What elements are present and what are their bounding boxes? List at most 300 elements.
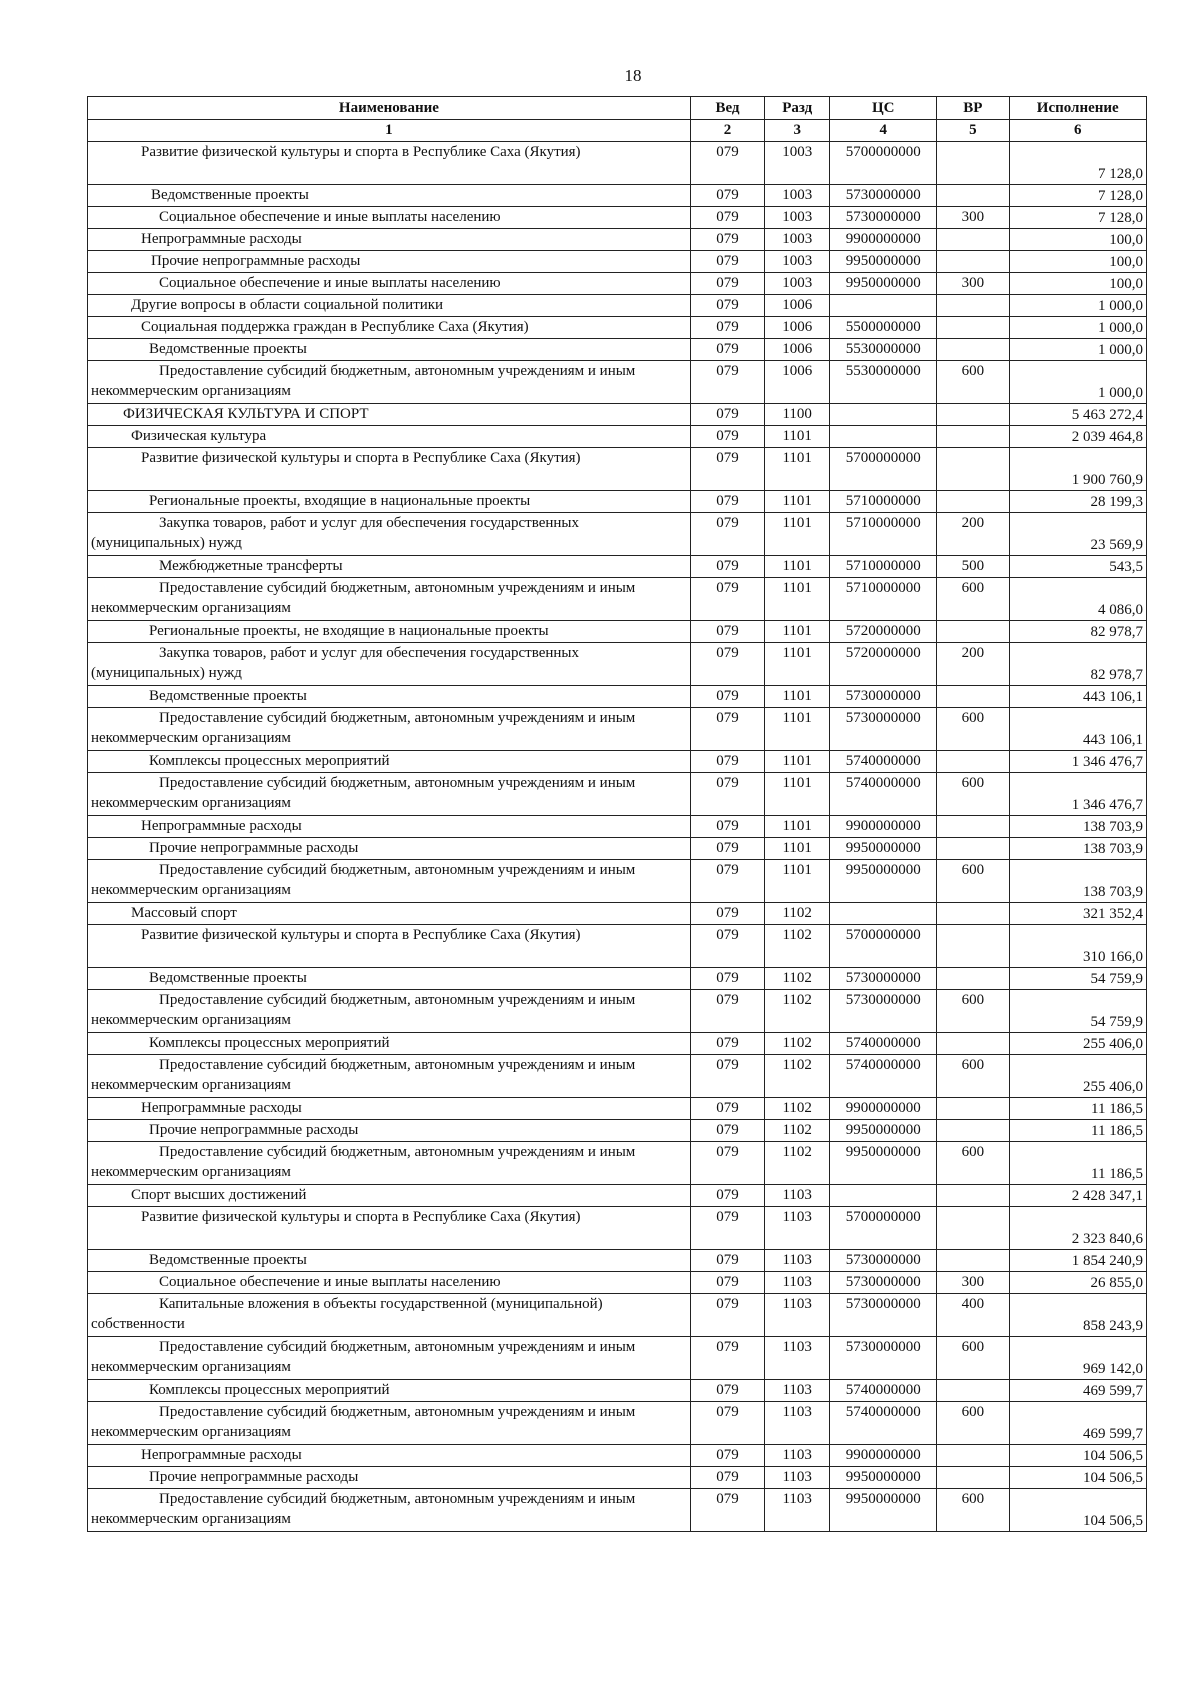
row-vr bbox=[937, 925, 1009, 968]
row-name-text: Социальная поддержка граждан в Республике Саха (Якутия) bbox=[141, 319, 529, 335]
column-number: 4 bbox=[830, 120, 937, 142]
row-cs: 5730000000 bbox=[830, 185, 937, 207]
table-row bbox=[88, 273, 1147, 295]
row-name-text: Предоставление субсидий бюджетным, автономным учреждениям и иным некоммерческим организациям bbox=[91, 710, 636, 746]
row-amount: 100,0 bbox=[1009, 273, 1147, 295]
row-razd: 1102 bbox=[765, 1033, 830, 1055]
row-vr bbox=[937, 903, 1009, 925]
header-razd: Разд bbox=[765, 97, 830, 120]
row-cs: 5730000000 bbox=[830, 968, 937, 990]
row-ved: 079 bbox=[690, 686, 764, 708]
row-ved: 079 bbox=[690, 513, 764, 556]
row-cs: 5720000000 bbox=[830, 621, 937, 643]
row-vr: 200 bbox=[937, 513, 1009, 556]
row-razd: 1101 bbox=[765, 816, 830, 838]
table-row bbox=[88, 404, 1147, 426]
row-cs: 5700000000 bbox=[830, 925, 937, 968]
row-amount: 82 978,7 bbox=[1009, 643, 1147, 686]
table-row bbox=[88, 1055, 1147, 1098]
row-name-text: Социальное обеспечение и иные выплаты населению bbox=[159, 1274, 501, 1290]
row-name-text: Закупка товаров, работ и услуг для обеспечения государственных (муниципальных) нужд bbox=[91, 645, 580, 681]
table-row bbox=[88, 578, 1147, 621]
table-row bbox=[88, 990, 1147, 1033]
row-razd: 1006 bbox=[765, 339, 830, 361]
row-cs: 9950000000 bbox=[830, 273, 937, 295]
row-name bbox=[88, 185, 691, 207]
row-ved: 079 bbox=[690, 339, 764, 361]
row-name-text: Прочие непрограммные расходы bbox=[149, 1469, 359, 1485]
row-name bbox=[88, 1098, 691, 1120]
row-name-text: Межбюджетные трансферты bbox=[159, 558, 343, 574]
row-name bbox=[88, 860, 691, 903]
row-cs: 5740000000 bbox=[830, 1402, 937, 1445]
row-cs: 5730000000 bbox=[830, 1250, 937, 1272]
row-name-text: Ведомственные проекты bbox=[149, 688, 307, 704]
row-name bbox=[88, 968, 691, 990]
row-ved: 079 bbox=[690, 448, 764, 491]
row-vr bbox=[937, 295, 1009, 317]
row-razd: 1101 bbox=[765, 513, 830, 556]
row-name-text: Предоставление субсидий бюджетным, автономным учреждениям и иным некоммерческим организациям bbox=[91, 1144, 636, 1180]
row-cs: 5530000000 bbox=[830, 339, 937, 361]
row-vr: 300 bbox=[937, 1272, 1009, 1294]
row-razd: 1103 bbox=[765, 1294, 830, 1337]
table-row bbox=[88, 708, 1147, 751]
row-amount: 1 000,0 bbox=[1009, 317, 1147, 339]
row-amount: 11 186,5 bbox=[1009, 1120, 1147, 1142]
row-vr bbox=[937, 1207, 1009, 1250]
row-ved: 079 bbox=[690, 621, 764, 643]
row-razd: 1103 bbox=[765, 1445, 830, 1467]
row-amount: 469 599,7 bbox=[1009, 1380, 1147, 1402]
table-row bbox=[88, 1142, 1147, 1185]
row-amount: 11 186,5 bbox=[1009, 1098, 1147, 1120]
row-amount: 54 759,9 bbox=[1009, 990, 1147, 1033]
row-ved: 079 bbox=[690, 1380, 764, 1402]
row-vr bbox=[937, 404, 1009, 426]
row-name bbox=[88, 1380, 691, 1402]
table-row bbox=[88, 1120, 1147, 1142]
table-row bbox=[88, 968, 1147, 990]
row-cs: 9900000000 bbox=[830, 229, 937, 251]
row-vr bbox=[937, 317, 1009, 339]
row-ved: 079 bbox=[690, 229, 764, 251]
row-cs: 5740000000 bbox=[830, 1033, 937, 1055]
row-amount: 28 199,3 bbox=[1009, 491, 1147, 513]
row-vr bbox=[937, 1467, 1009, 1489]
row-cs: 9950000000 bbox=[830, 838, 937, 860]
row-name-text: Предоставление субсидий бюджетным, автономным учреждениям и иным некоммерческим организациям bbox=[91, 363, 636, 399]
row-name-text: Комплексы процессных мероприятий bbox=[149, 1035, 390, 1051]
row-amount: 104 506,5 bbox=[1009, 1445, 1147, 1467]
row-name-text: Региональные проекты, входящие в национальные проекты bbox=[149, 493, 531, 509]
row-name bbox=[88, 513, 691, 556]
row-name bbox=[88, 1467, 691, 1489]
row-amount: 4 086,0 bbox=[1009, 578, 1147, 621]
row-name bbox=[88, 751, 691, 773]
row-name-text: Предоставление субсидий бюджетным, автономным учреждениям и иным некоммерческим организациям bbox=[91, 775, 636, 811]
row-razd: 1006 bbox=[765, 317, 830, 339]
table-row bbox=[88, 751, 1147, 773]
row-ved: 079 bbox=[690, 207, 764, 229]
row-razd: 1006 bbox=[765, 295, 830, 317]
row-vr: 300 bbox=[937, 273, 1009, 295]
row-vr: 600 bbox=[937, 773, 1009, 816]
row-vr bbox=[937, 838, 1009, 860]
row-vr bbox=[937, 1185, 1009, 1207]
row-ved: 079 bbox=[690, 1055, 764, 1098]
row-name-text: Прочие непрограммные расходы bbox=[149, 1122, 359, 1138]
row-razd: 1101 bbox=[765, 621, 830, 643]
row-razd: 1101 bbox=[765, 860, 830, 903]
row-name bbox=[88, 621, 691, 643]
row-ved: 079 bbox=[690, 578, 764, 621]
budget-table bbox=[87, 96, 1147, 1532]
table-row bbox=[88, 142, 1147, 185]
row-amount: 1 000,0 bbox=[1009, 295, 1147, 317]
row-name bbox=[88, 556, 691, 578]
row-name-text: Предоставление субсидий бюджетным, автономным учреждениям и иным некоммерческим организациям bbox=[91, 1339, 636, 1375]
row-vr: 600 bbox=[937, 1142, 1009, 1185]
row-ved: 079 bbox=[690, 1294, 764, 1337]
row-ved: 079 bbox=[690, 925, 764, 968]
row-name bbox=[88, 1120, 691, 1142]
row-razd: 1100 bbox=[765, 404, 830, 426]
row-name bbox=[88, 1033, 691, 1055]
table-row bbox=[88, 426, 1147, 448]
row-ved: 079 bbox=[690, 1098, 764, 1120]
row-name bbox=[88, 1272, 691, 1294]
row-cs bbox=[830, 903, 937, 925]
header-ved: Вед bbox=[690, 97, 764, 120]
row-razd: 1102 bbox=[765, 1055, 830, 1098]
table-row bbox=[88, 1250, 1147, 1272]
row-ved: 079 bbox=[690, 708, 764, 751]
row-amount: 310 166,0 bbox=[1009, 925, 1147, 968]
row-amount: 543,5 bbox=[1009, 556, 1147, 578]
row-name bbox=[88, 1337, 691, 1380]
row-razd: 1102 bbox=[765, 903, 830, 925]
row-name-text: Предоставление субсидий бюджетным, автономным учреждениям и иным некоммерческим организациям bbox=[91, 1057, 636, 1093]
row-ved: 079 bbox=[690, 860, 764, 903]
table-row bbox=[88, 1380, 1147, 1402]
table-row bbox=[88, 1185, 1147, 1207]
row-vr: 600 bbox=[937, 578, 1009, 621]
row-cs: 5700000000 bbox=[830, 1207, 937, 1250]
table-row bbox=[88, 207, 1147, 229]
header-cs: ЦС bbox=[830, 97, 937, 120]
row-name bbox=[88, 643, 691, 686]
row-razd: 1006 bbox=[765, 361, 830, 404]
row-vr: 600 bbox=[937, 708, 1009, 751]
row-razd: 1003 bbox=[765, 207, 830, 229]
row-amount: 1 346 476,7 bbox=[1009, 773, 1147, 816]
row-name-text: Прочие непрограммные расходы bbox=[151, 253, 361, 269]
row-name bbox=[88, 1250, 691, 1272]
row-razd: 1101 bbox=[765, 838, 830, 860]
row-name-text: Физическая культура bbox=[131, 428, 267, 444]
table-row bbox=[88, 903, 1147, 925]
row-razd: 1101 bbox=[765, 578, 830, 621]
table-row bbox=[88, 621, 1147, 643]
row-cs: 5720000000 bbox=[830, 643, 937, 686]
row-name-text: Ведомственные проекты bbox=[149, 970, 307, 986]
row-vr: 300 bbox=[937, 207, 1009, 229]
row-name-text: Спорт высших достижений bbox=[131, 1187, 307, 1203]
row-cs: 5730000000 bbox=[830, 1294, 937, 1337]
row-cs: 9950000000 bbox=[830, 251, 937, 273]
row-vr: 200 bbox=[937, 643, 1009, 686]
row-vr bbox=[937, 229, 1009, 251]
header-amount: Исполнение bbox=[1009, 97, 1147, 120]
row-ved: 079 bbox=[690, 1489, 764, 1532]
row-amount: 26 855,0 bbox=[1009, 1272, 1147, 1294]
row-name-text: Ведомственные проекты bbox=[149, 341, 307, 357]
table-row bbox=[88, 185, 1147, 207]
row-name-text: Непрограммные расходы bbox=[141, 231, 302, 247]
row-name-text: Капитальные вложения в объекты государственной (муниципальной) собственности bbox=[91, 1296, 603, 1332]
row-name-text: Комплексы процессных мероприятий bbox=[149, 1382, 390, 1398]
row-ved: 079 bbox=[690, 1272, 764, 1294]
table-row bbox=[88, 925, 1147, 968]
row-name bbox=[88, 990, 691, 1033]
row-amount: 23 569,9 bbox=[1009, 513, 1147, 556]
row-razd: 1003 bbox=[765, 229, 830, 251]
row-name-text: Социальное обеспечение и иные выплаты населению bbox=[159, 209, 501, 225]
row-cs: 9950000000 bbox=[830, 1120, 937, 1142]
row-amount: 7 128,0 bbox=[1009, 207, 1147, 229]
row-vr bbox=[937, 751, 1009, 773]
row-name bbox=[88, 686, 691, 708]
row-cs bbox=[830, 426, 937, 448]
row-name bbox=[88, 404, 691, 426]
row-cs: 9950000000 bbox=[830, 1467, 937, 1489]
column-number: 3 bbox=[765, 120, 830, 142]
row-razd: 1103 bbox=[765, 1250, 830, 1272]
row-cs: 5710000000 bbox=[830, 578, 937, 621]
row-amount: 469 599,7 bbox=[1009, 1402, 1147, 1445]
row-ved: 079 bbox=[690, 295, 764, 317]
row-name bbox=[88, 142, 691, 185]
row-cs: 5710000000 bbox=[830, 556, 937, 578]
row-vr bbox=[937, 621, 1009, 643]
row-name bbox=[88, 1142, 691, 1185]
row-vr: 400 bbox=[937, 1294, 1009, 1337]
row-amount: 443 106,1 bbox=[1009, 708, 1147, 751]
row-razd: 1103 bbox=[765, 1272, 830, 1294]
row-name bbox=[88, 1445, 691, 1467]
row-amount: 7 128,0 bbox=[1009, 142, 1147, 185]
row-razd: 1101 bbox=[765, 426, 830, 448]
row-cs: 5710000000 bbox=[830, 513, 937, 556]
row-cs: 5730000000 bbox=[830, 686, 937, 708]
table-row bbox=[88, 1337, 1147, 1380]
row-name bbox=[88, 426, 691, 448]
row-cs: 5730000000 bbox=[830, 990, 937, 1033]
row-razd: 1003 bbox=[765, 251, 830, 273]
row-name bbox=[88, 317, 691, 339]
row-razd: 1102 bbox=[765, 1120, 830, 1142]
row-name bbox=[88, 273, 691, 295]
row-razd: 1103 bbox=[765, 1185, 830, 1207]
table-row bbox=[88, 1098, 1147, 1120]
row-razd: 1102 bbox=[765, 1142, 830, 1185]
row-vr bbox=[937, 686, 1009, 708]
row-amount: 1 900 760,9 bbox=[1009, 448, 1147, 491]
row-name-text: Предоставление субсидий бюджетным, автономным учреждениям и иным некоммерческим организациям bbox=[91, 992, 636, 1028]
row-name bbox=[88, 816, 691, 838]
row-name-text: Непрограммные расходы bbox=[141, 1447, 302, 1463]
row-vr: 600 bbox=[937, 361, 1009, 404]
header-name: Наименование bbox=[88, 97, 691, 120]
row-cs: 5730000000 bbox=[830, 708, 937, 751]
row-cs: 9900000000 bbox=[830, 1445, 937, 1467]
row-ved: 079 bbox=[690, 643, 764, 686]
row-name-text: Закупка товаров, работ и услуг для обеспечения государственных (муниципальных) нужд bbox=[91, 515, 580, 551]
row-ved: 079 bbox=[690, 491, 764, 513]
page-number: 18 bbox=[624, 66, 642, 85]
column-number: 1 bbox=[88, 120, 691, 142]
row-ved: 079 bbox=[690, 1120, 764, 1142]
table-row bbox=[88, 361, 1147, 404]
row-name-text: Комплексы процессных мероприятий bbox=[149, 753, 390, 769]
row-ved: 079 bbox=[690, 751, 764, 773]
row-razd: 1101 bbox=[765, 751, 830, 773]
row-amount: 321 352,4 bbox=[1009, 903, 1147, 925]
table-row bbox=[88, 773, 1147, 816]
row-amount: 82 978,7 bbox=[1009, 621, 1147, 643]
row-vr bbox=[937, 1120, 1009, 1142]
row-cs: 5740000000 bbox=[830, 1380, 937, 1402]
row-name bbox=[88, 1294, 691, 1337]
row-cs: 9900000000 bbox=[830, 1098, 937, 1120]
row-cs bbox=[830, 404, 937, 426]
row-ved: 079 bbox=[690, 1337, 764, 1380]
row-razd: 1103 bbox=[765, 1402, 830, 1445]
row-vr: 600 bbox=[937, 1489, 1009, 1532]
row-amount: 2 039 464,8 bbox=[1009, 426, 1147, 448]
table-body bbox=[88, 142, 1147, 1532]
row-razd: 1101 bbox=[765, 556, 830, 578]
row-ved: 079 bbox=[690, 1185, 764, 1207]
row-razd: 1103 bbox=[765, 1337, 830, 1380]
table-row bbox=[88, 556, 1147, 578]
row-vr bbox=[937, 968, 1009, 990]
row-vr bbox=[937, 491, 1009, 513]
row-cs: 5710000000 bbox=[830, 491, 937, 513]
row-name-text: Ведомственные проекты bbox=[151, 187, 309, 203]
row-vr: 600 bbox=[937, 1402, 1009, 1445]
row-name bbox=[88, 1489, 691, 1532]
row-razd: 1101 bbox=[765, 708, 830, 751]
row-name-text: Другие вопросы в области социальной политики bbox=[131, 297, 444, 313]
table-header-row bbox=[88, 97, 1147, 120]
column-number: 5 bbox=[937, 120, 1009, 142]
row-vr bbox=[937, 816, 1009, 838]
row-name-text: Прочие непрограммные расходы bbox=[149, 840, 359, 856]
row-cs: 5740000000 bbox=[830, 773, 937, 816]
row-name bbox=[88, 295, 691, 317]
row-amount: 138 703,9 bbox=[1009, 860, 1147, 903]
row-vr bbox=[937, 1380, 1009, 1402]
column-number: 6 bbox=[1009, 120, 1147, 142]
row-amount: 1 854 240,9 bbox=[1009, 1250, 1147, 1272]
row-amount: 443 106,1 bbox=[1009, 686, 1147, 708]
row-ved: 079 bbox=[690, 1445, 764, 1467]
row-amount: 255 406,0 bbox=[1009, 1055, 1147, 1098]
row-name bbox=[88, 925, 691, 968]
row-vr: 600 bbox=[937, 860, 1009, 903]
row-name bbox=[88, 578, 691, 621]
row-razd: 1102 bbox=[765, 968, 830, 990]
row-razd: 1103 bbox=[765, 1467, 830, 1489]
column-numbers-row bbox=[88, 120, 1147, 142]
row-ved: 079 bbox=[690, 1250, 764, 1272]
row-ved: 079 bbox=[690, 1467, 764, 1489]
row-amount: 2 323 840,6 bbox=[1009, 1207, 1147, 1250]
row-ved: 079 bbox=[690, 556, 764, 578]
row-cs: 5530000000 bbox=[830, 361, 937, 404]
row-name-text: Социальное обеспечение и иные выплаты населению bbox=[159, 275, 501, 291]
row-name-text: Развитие физической культуры и спорта в Республике Саха (Якутия) bbox=[141, 450, 581, 466]
row-cs: 5730000000 bbox=[830, 1272, 937, 1294]
row-name bbox=[88, 1402, 691, 1445]
row-amount: 138 703,9 bbox=[1009, 816, 1147, 838]
row-vr bbox=[937, 142, 1009, 185]
row-name-text: Массовый спорт bbox=[131, 905, 237, 921]
table-row bbox=[88, 643, 1147, 686]
table-row bbox=[88, 1272, 1147, 1294]
row-cs: 5500000000 bbox=[830, 317, 937, 339]
row-ved: 079 bbox=[690, 273, 764, 295]
row-ved: 079 bbox=[690, 1142, 764, 1185]
table-row bbox=[88, 816, 1147, 838]
table-row bbox=[88, 317, 1147, 339]
row-cs: 5700000000 bbox=[830, 448, 937, 491]
row-name-text: ФИЗИЧЕСКАЯ КУЛЬТУРА И СПОРТ bbox=[123, 406, 369, 422]
table-row bbox=[88, 448, 1147, 491]
row-cs: 9950000000 bbox=[830, 860, 937, 903]
row-cs: 5730000000 bbox=[830, 207, 937, 229]
row-cs: 5740000000 bbox=[830, 1055, 937, 1098]
row-razd: 1003 bbox=[765, 185, 830, 207]
row-ved: 079 bbox=[690, 185, 764, 207]
table-row bbox=[88, 229, 1147, 251]
row-amount: 11 186,5 bbox=[1009, 1142, 1147, 1185]
row-name bbox=[88, 207, 691, 229]
row-ved: 079 bbox=[690, 426, 764, 448]
row-razd: 1103 bbox=[765, 1489, 830, 1532]
row-vr bbox=[937, 185, 1009, 207]
row-ved: 079 bbox=[690, 142, 764, 185]
row-razd: 1101 bbox=[765, 686, 830, 708]
row-vr bbox=[937, 339, 1009, 361]
row-amount: 7 128,0 bbox=[1009, 185, 1147, 207]
row-ved: 079 bbox=[690, 404, 764, 426]
row-name-text: Предоставление субсидий бюджетным, автономным учреждениям и иным некоммерческим организациям bbox=[91, 580, 636, 616]
row-amount: 2 428 347,1 bbox=[1009, 1185, 1147, 1207]
row-razd: 1103 bbox=[765, 1207, 830, 1250]
table-row bbox=[88, 686, 1147, 708]
row-name bbox=[88, 1185, 691, 1207]
row-cs: 5740000000 bbox=[830, 751, 937, 773]
row-vr: 600 bbox=[937, 1337, 1009, 1380]
row-name bbox=[88, 903, 691, 925]
row-razd: 1102 bbox=[765, 925, 830, 968]
row-razd: 1103 bbox=[765, 1380, 830, 1402]
row-ved: 079 bbox=[690, 251, 764, 273]
row-name bbox=[88, 1055, 691, 1098]
